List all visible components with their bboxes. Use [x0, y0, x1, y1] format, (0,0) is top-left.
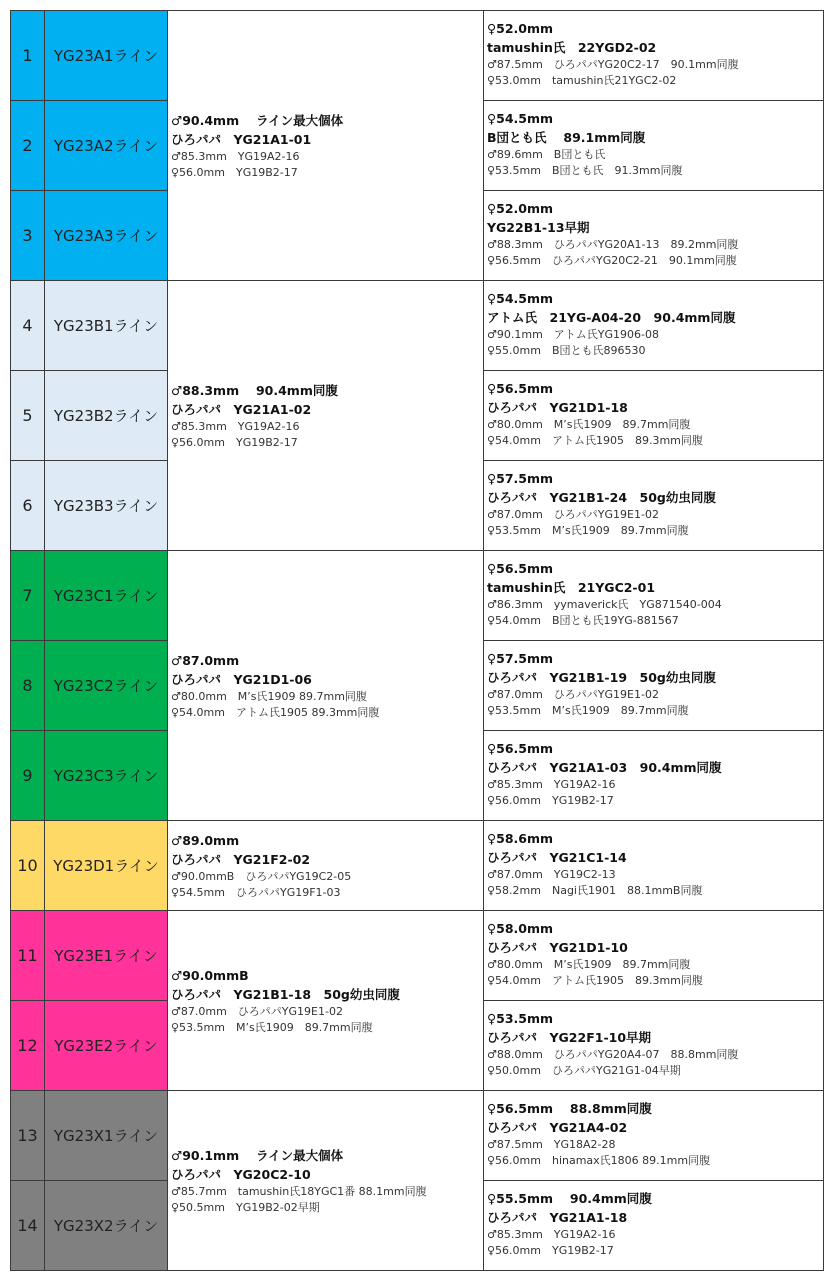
- line-number: 14: [11, 1181, 45, 1271]
- line-number: 8: [11, 641, 45, 731]
- line-number: 10: [11, 821, 45, 911]
- female-size: ♀54.5mm: [487, 111, 554, 126]
- line-name: YG23A2ライン: [45, 101, 168, 191]
- female-size: ♀54.5mm: [487, 291, 554, 306]
- female-info: [487, 911, 823, 989]
- line-row: [11, 281, 824, 371]
- female-sire: ♂80.0mm M’s氏1909 89.7mm同腹: [487, 958, 691, 971]
- female-parent-cell: [484, 641, 824, 731]
- male-sire: ♂85.7mm tamushin氏18YGC1番 88.1mm同腹: [171, 1184, 427, 1198]
- female-id: YG22B1-13早期: [487, 220, 590, 235]
- line-name: YG23X1ライン: [45, 1091, 168, 1181]
- line-name: YG23D1ライン: [45, 821, 168, 911]
- female-size: ♀53.5mm: [487, 1011, 554, 1026]
- female-dam: ♀58.2mm Nagi氏1901 88.1mmB同腹: [487, 884, 703, 897]
- male-id: ひろパパ YG21D1-06: [171, 671, 312, 687]
- male-dam: ♀54.0mm アトム氏1905 89.3mm同腹: [171, 705, 380, 719]
- female-info: [487, 821, 823, 899]
- lines-grid: [10, 10, 824, 1271]
- female-id: ひろパパ YG21C1-14: [487, 850, 627, 865]
- female-id: ひろパパ YG21B1-19 50g幼虫同腹: [487, 670, 716, 685]
- female-dam: ♀56.0mm YG19B2-17: [487, 1244, 614, 1257]
- female-info: [487, 11, 823, 89]
- male-dam: ♀50.5mm YG19B2-02早期: [171, 1200, 320, 1214]
- male-id: ひろパパ YG21A1-02: [171, 401, 312, 417]
- female-parent-cell: [484, 11, 824, 101]
- female-parent-cell: [484, 1181, 824, 1271]
- female-dam: ♀54.0mm アトム氏1905 89.3mm同腹: [487, 434, 703, 447]
- male-size: ♂90.1mm ライン最大個体: [171, 1147, 344, 1163]
- female-dam: ♀53.5mm M’s氏1909 89.7mm同腹: [487, 704, 689, 717]
- line-name: YG23C3ライン: [45, 731, 168, 821]
- female-size: ♀57.5mm: [487, 471, 554, 486]
- line-number: 12: [11, 1001, 45, 1091]
- female-sire: ♂87.5mm YG18A2-28: [487, 1138, 616, 1151]
- female-parent-cell: [484, 1091, 824, 1181]
- male-parent-cell: [168, 821, 484, 911]
- line-number: 5: [11, 371, 45, 461]
- line-number: 6: [11, 461, 45, 551]
- line-row: [11, 11, 824, 101]
- female-sire: ♂87.0mm YG19C2-13: [487, 868, 616, 881]
- male-dam: ♀54.5mm ひろパパYG19F1-03: [171, 885, 341, 899]
- line-name: YG23A1ライン: [45, 11, 168, 101]
- male-parent-cell: [168, 281, 484, 551]
- female-size: ♀52.0mm: [487, 21, 554, 36]
- female-id: tamushin氏 21YGC2-01: [487, 580, 656, 595]
- female-sire: ♂87.0mm ひろパパYG19E1-02: [487, 688, 659, 701]
- female-id: tamushin氏 22YGD2-02: [487, 40, 657, 55]
- female-info: [487, 281, 823, 359]
- female-size: ♀58.6mm: [487, 831, 554, 846]
- female-info: [487, 1181, 823, 1259]
- female-parent-cell: [484, 371, 824, 461]
- female-id: ひろパパ YG21A1-03 90.4mm同腹: [487, 760, 722, 775]
- female-id: アトム氏 21YG-A04-20 90.4mm同腹: [487, 310, 736, 325]
- female-parent-cell: [484, 821, 824, 911]
- male-size: ♂90.0mmB: [171, 967, 249, 983]
- line-number: 3: [11, 191, 45, 281]
- male-size: ♂90.4mm ライン最大個体: [171, 112, 344, 128]
- breeding-lines-table: [10, 10, 824, 1271]
- female-sire: ♂88.0mm ひろパパYG20A4-07 88.8mm同腹: [487, 1048, 739, 1061]
- line-number: 13: [11, 1091, 45, 1181]
- line-name: YG23E1ライン: [45, 911, 168, 1001]
- line-row: [11, 1091, 824, 1181]
- female-info: [487, 1091, 823, 1169]
- male-dam: ♀56.0mm YG19B2-17: [171, 435, 298, 449]
- female-parent-cell: [484, 551, 824, 641]
- female-id: ひろパパ YG22F1-10早期: [487, 1030, 652, 1045]
- female-size: ♀56.5mm: [487, 741, 554, 756]
- female-info: [487, 371, 823, 449]
- female-sire: ♂90.1mm アトム氏YG1906-08: [487, 328, 659, 341]
- line-number: 4: [11, 281, 45, 371]
- lines-body: [11, 11, 824, 1271]
- line-name: YG23B2ライン: [45, 371, 168, 461]
- female-sire: ♂87.5mm ひろパパYG20C2-17 90.1mm同腹: [487, 58, 739, 71]
- female-dam: ♀56.5mm ひろパパYG20C2-21 90.1mm同腹: [487, 254, 737, 267]
- line-name: YG23C2ライン: [45, 641, 168, 731]
- female-id: ひろパパ YG21A4-02: [487, 1120, 628, 1135]
- male-sire: ♂80.0mm M’s氏1909 89.7mm同腹: [171, 689, 367, 703]
- male-id: ひろパパ YG21B1-18 50g幼虫同腹: [171, 986, 400, 1002]
- female-parent-cell: [484, 101, 824, 191]
- female-parent-cell: [484, 191, 824, 281]
- female-info: [487, 101, 823, 179]
- female-size: ♀57.5mm: [487, 651, 554, 666]
- male-id: ひろパパ YG21A1-01: [171, 131, 312, 147]
- male-id: ひろパパ YG20C2-10: [171, 1166, 311, 1182]
- female-dam: ♀56.0mm hinamax氏1806 89.1mm同腹: [487, 1154, 711, 1167]
- female-dam: ♀53.0mm tamushin氏21YGC2-02: [487, 74, 677, 87]
- female-dam: ♀53.5mm B団とも氏 91.3mm同腹: [487, 164, 683, 177]
- line-number: 11: [11, 911, 45, 1001]
- female-parent-cell: [484, 731, 824, 821]
- female-dam: ♀53.5mm M’s氏1909 89.7mm同腹: [487, 524, 689, 537]
- male-dam: ♀53.5mm M’s氏1909 89.7mm同腹: [171, 1020, 373, 1034]
- female-sire: ♂86.3mm yymaverick氏 YG871540-004: [487, 598, 722, 611]
- female-sire: ♂87.0mm ひろパパYG19E1-02: [487, 508, 659, 521]
- female-info: [487, 1001, 823, 1079]
- female-id: ひろパパ YG21A1-18: [487, 1210, 628, 1225]
- female-dam: ♀56.0mm YG19B2-17: [487, 794, 614, 807]
- line-name: YG23B1ライン: [45, 281, 168, 371]
- female-info: [487, 641, 823, 719]
- female-sire: ♂80.0mm M’s氏1909 89.7mm同腹: [487, 418, 691, 431]
- female-dam: ♀54.0mm アトム氏1905 89.3mm同腹: [487, 974, 703, 987]
- male-dam: ♀56.0mm YG19B2-17: [171, 165, 298, 179]
- male-sire: ♂90.0mmB ひろパパYG19C2-05: [171, 869, 352, 883]
- line-number: 1: [11, 11, 45, 101]
- female-parent-cell: [484, 281, 824, 371]
- line-row: [11, 551, 824, 641]
- female-size: ♀58.0mm: [487, 921, 554, 936]
- female-id: ひろパパ YG21D1-10: [487, 940, 628, 955]
- male-sire: ♂87.0mm ひろパパYG19E1-02: [171, 1004, 343, 1018]
- male-size: ♂87.0mm: [171, 652, 240, 668]
- female-id: ひろパパ YG21D1-18: [487, 400, 628, 415]
- line-number: 7: [11, 551, 45, 641]
- female-sire: ♂85.3mm YG19A2-16: [487, 778, 616, 791]
- line-name: YG23A3ライン: [45, 191, 168, 281]
- line-number: 9: [11, 731, 45, 821]
- female-sire: ♂88.3mm ひろパパYG20A1-13 89.2mm同腹: [487, 238, 739, 251]
- female-dam: ♀50.0mm ひろパパYG21G1-04早期: [487, 1064, 681, 1077]
- female-size: ♀56.5mm: [487, 381, 554, 396]
- female-size: ♀55.5mm 90.4mm同腹: [487, 1191, 652, 1206]
- line-name: YG23C1ライン: [45, 551, 168, 641]
- female-parent-cell: [484, 911, 824, 1001]
- female-dam: ♀54.0mm B団とも氏19YG-881567: [487, 614, 679, 627]
- line-row: [11, 821, 824, 911]
- female-sire: ♂89.6mm B団とも氏: [487, 148, 606, 161]
- female-size: ♀56.5mm: [487, 561, 554, 576]
- male-parent-cell: [168, 911, 484, 1091]
- male-sire: ♂85.3mm YG19A2-16: [171, 149, 300, 163]
- female-size: ♀56.5mm 88.8mm同腹: [487, 1101, 652, 1116]
- female-info: [487, 731, 823, 809]
- female-dam: ♀55.0mm B団とも氏896530: [487, 344, 646, 357]
- line-number: 2: [11, 101, 45, 191]
- female-id: ひろパパ YG21B1-24 50g幼虫同腹: [487, 490, 716, 505]
- female-info: [487, 551, 823, 629]
- male-parent-cell: [168, 1091, 484, 1271]
- line-row: [11, 911, 824, 1001]
- female-parent-cell: [484, 461, 824, 551]
- female-sire: ♂85.3mm YG19A2-16: [487, 1228, 616, 1241]
- female-parent-cell: [484, 1001, 824, 1091]
- male-size: ♂88.3mm 90.4mm同腹: [171, 382, 338, 398]
- female-info: [487, 191, 823, 269]
- line-name: YG23E2ライン: [45, 1001, 168, 1091]
- male-size: ♂89.0mm: [171, 832, 240, 848]
- female-size: ♀52.0mm: [487, 201, 554, 216]
- male-sire: ♂85.3mm YG19A2-16: [171, 419, 300, 433]
- male-parent-cell: [168, 11, 484, 281]
- male-parent-cell: [168, 551, 484, 821]
- female-info: [487, 461, 823, 539]
- male-id: ひろパパ YG21F2-02: [171, 851, 311, 867]
- line-name: YG23X2ライン: [45, 1181, 168, 1271]
- line-name: YG23B3ライン: [45, 461, 168, 551]
- female-id: B団とも氏 89.1mm同腹: [487, 130, 646, 145]
